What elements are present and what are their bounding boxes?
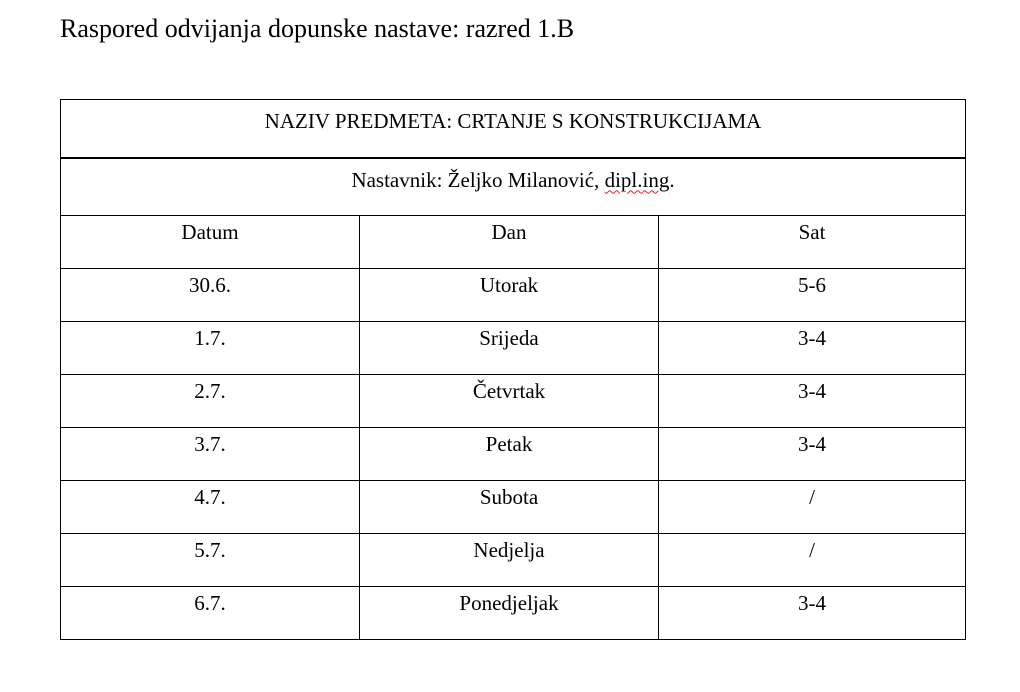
table-row [61, 534, 966, 587]
day-cell: Četvrtak [360, 375, 659, 428]
hour-cell: 3-4 [659, 322, 966, 375]
day-cell: Subota [360, 481, 659, 534]
page-title: Raspored odvijanja dopunske nastave: razred 1.B [60, 14, 575, 43]
column-header-sat: Sat [659, 216, 966, 269]
teacher-title: dipl.ing [604, 167, 670, 192]
subject-row [61, 100, 966, 158]
table-row [61, 481, 966, 534]
day-cell: Utorak [360, 269, 659, 322]
schedule-table [60, 99, 966, 640]
day-cell: Petak [360, 428, 659, 481]
hour-cell: 5-6 [659, 269, 966, 322]
teacher-row [61, 158, 966, 216]
hour-cell: / [659, 534, 966, 587]
day-cell: Ponedjeljak [360, 587, 659, 640]
date-cell: 4.7. [61, 481, 360, 534]
date-cell: 2.7. [61, 375, 360, 428]
table-row [61, 428, 966, 481]
table-row [61, 375, 966, 428]
date-cell: 1.7. [61, 322, 360, 375]
table-row [61, 322, 966, 375]
date-cell: 5.7. [61, 534, 360, 587]
teacher-cell [61, 158, 966, 216]
teacher-name: Nastavnik: Željko Milanović, [351, 167, 605, 192]
date-cell: 3.7. [61, 428, 360, 481]
hour-cell: 3-4 [659, 375, 966, 428]
date-cell: 6.7. [61, 587, 360, 640]
column-header-dan: Dan [360, 216, 659, 269]
hour-cell: 3-4 [659, 587, 966, 640]
subject-cell: NAZIV PREDMETA: CRTANJE S KONSTRUKCIJAMA [61, 100, 966, 158]
hour-cell: / [659, 481, 966, 534]
day-cell: Nedjelja [360, 534, 659, 587]
date-cell: 30.6. [61, 269, 360, 322]
table-row [61, 269, 966, 322]
day-cell: Srijeda [360, 322, 659, 375]
table-row [61, 587, 966, 640]
teacher-suffix: . [669, 167, 675, 192]
column-header-row [61, 216, 966, 269]
column-header-datum: Datum [61, 216, 360, 269]
hour-cell: 3-4 [659, 428, 966, 481]
